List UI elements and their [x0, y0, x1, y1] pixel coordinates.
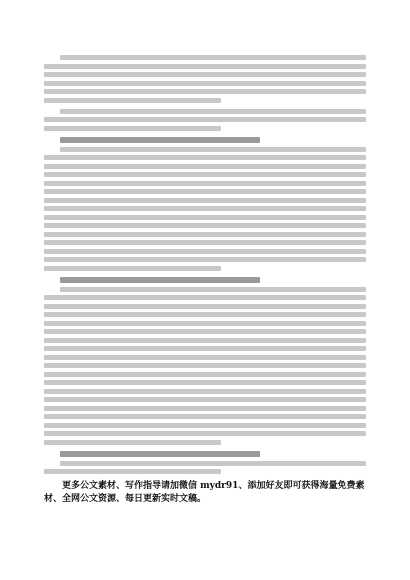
placeholder-line — [44, 98, 221, 103]
placeholder-line — [60, 147, 366, 152]
text-placeholder — [44, 147, 366, 271]
text-placeholder — [44, 461, 366, 475]
placeholder-line — [44, 440, 221, 445]
paragraph — [44, 55, 366, 103]
paragraph — [44, 287, 366, 445]
placeholder-line — [44, 372, 366, 377]
placeholder-line — [44, 232, 366, 237]
placeholder-line — [44, 380, 366, 385]
placeholder-line — [60, 287, 366, 292]
placeholder-line — [44, 81, 366, 86]
placeholder-line — [44, 295, 366, 300]
placeholder-line — [44, 423, 366, 428]
placeholder-line — [44, 312, 366, 317]
placeholder-line — [44, 338, 366, 343]
placeholder-line — [44, 181, 366, 186]
placeholder-line — [44, 406, 366, 411]
placeholder-line — [44, 266, 221, 271]
placeholder-line — [44, 215, 366, 220]
placeholder-line — [60, 137, 260, 143]
text-placeholder — [44, 277, 366, 283]
placeholder-line — [44, 240, 366, 245]
placeholder-line — [44, 206, 366, 211]
placeholder-line — [44, 223, 366, 228]
placeholder-line — [44, 72, 366, 77]
placeholder-line — [60, 55, 366, 60]
placeholder-line — [44, 198, 366, 203]
placeholder-line — [44, 117, 366, 122]
section-heading — [44, 277, 366, 283]
placeholder-line — [60, 277, 260, 283]
placeholder-line — [44, 89, 366, 94]
placeholder-line — [44, 304, 366, 309]
placeholder-line — [44, 321, 366, 326]
placeholder-line — [44, 355, 366, 360]
salutation — [44, 38, 366, 51]
paragraph — [44, 147, 366, 271]
placeholder-line — [60, 461, 366, 466]
placeholder-line — [44, 363, 366, 368]
paragraph — [44, 461, 366, 475]
text-placeholder — [44, 109, 366, 131]
placeholder-line — [44, 389, 366, 394]
placeholder-line — [44, 346, 366, 351]
text-placeholder — [44, 55, 366, 103]
section-heading — [44, 137, 366, 143]
placeholder-line — [44, 329, 366, 334]
placeholder-line — [44, 164, 366, 169]
placeholder-line — [44, 397, 366, 402]
placeholder-line — [44, 249, 366, 254]
text-placeholder — [44, 137, 366, 143]
promo-footer: 更多公文素材、写作指导请加微信 mydr91、添加好友即可获得海量免费素材、全网公文资源、每日更新实时文稿。 — [44, 481, 365, 504]
placeholder-line — [44, 189, 366, 194]
text-placeholder — [44, 287, 366, 445]
placeholder-line — [44, 126, 221, 131]
placeholder-line — [44, 172, 366, 177]
placeholder-line — [44, 257, 366, 262]
placeholder-line — [44, 64, 366, 69]
placeholder-line — [44, 431, 366, 436]
document-body — [44, 55, 366, 474]
placeholder-line — [60, 451, 260, 457]
section-heading — [44, 451, 366, 457]
placeholder-line — [44, 469, 221, 474]
paragraph — [44, 109, 366, 131]
placeholder-line — [60, 109, 366, 114]
placeholder-line — [44, 155, 366, 160]
placeholder-line — [44, 414, 366, 419]
text-placeholder — [44, 451, 366, 457]
